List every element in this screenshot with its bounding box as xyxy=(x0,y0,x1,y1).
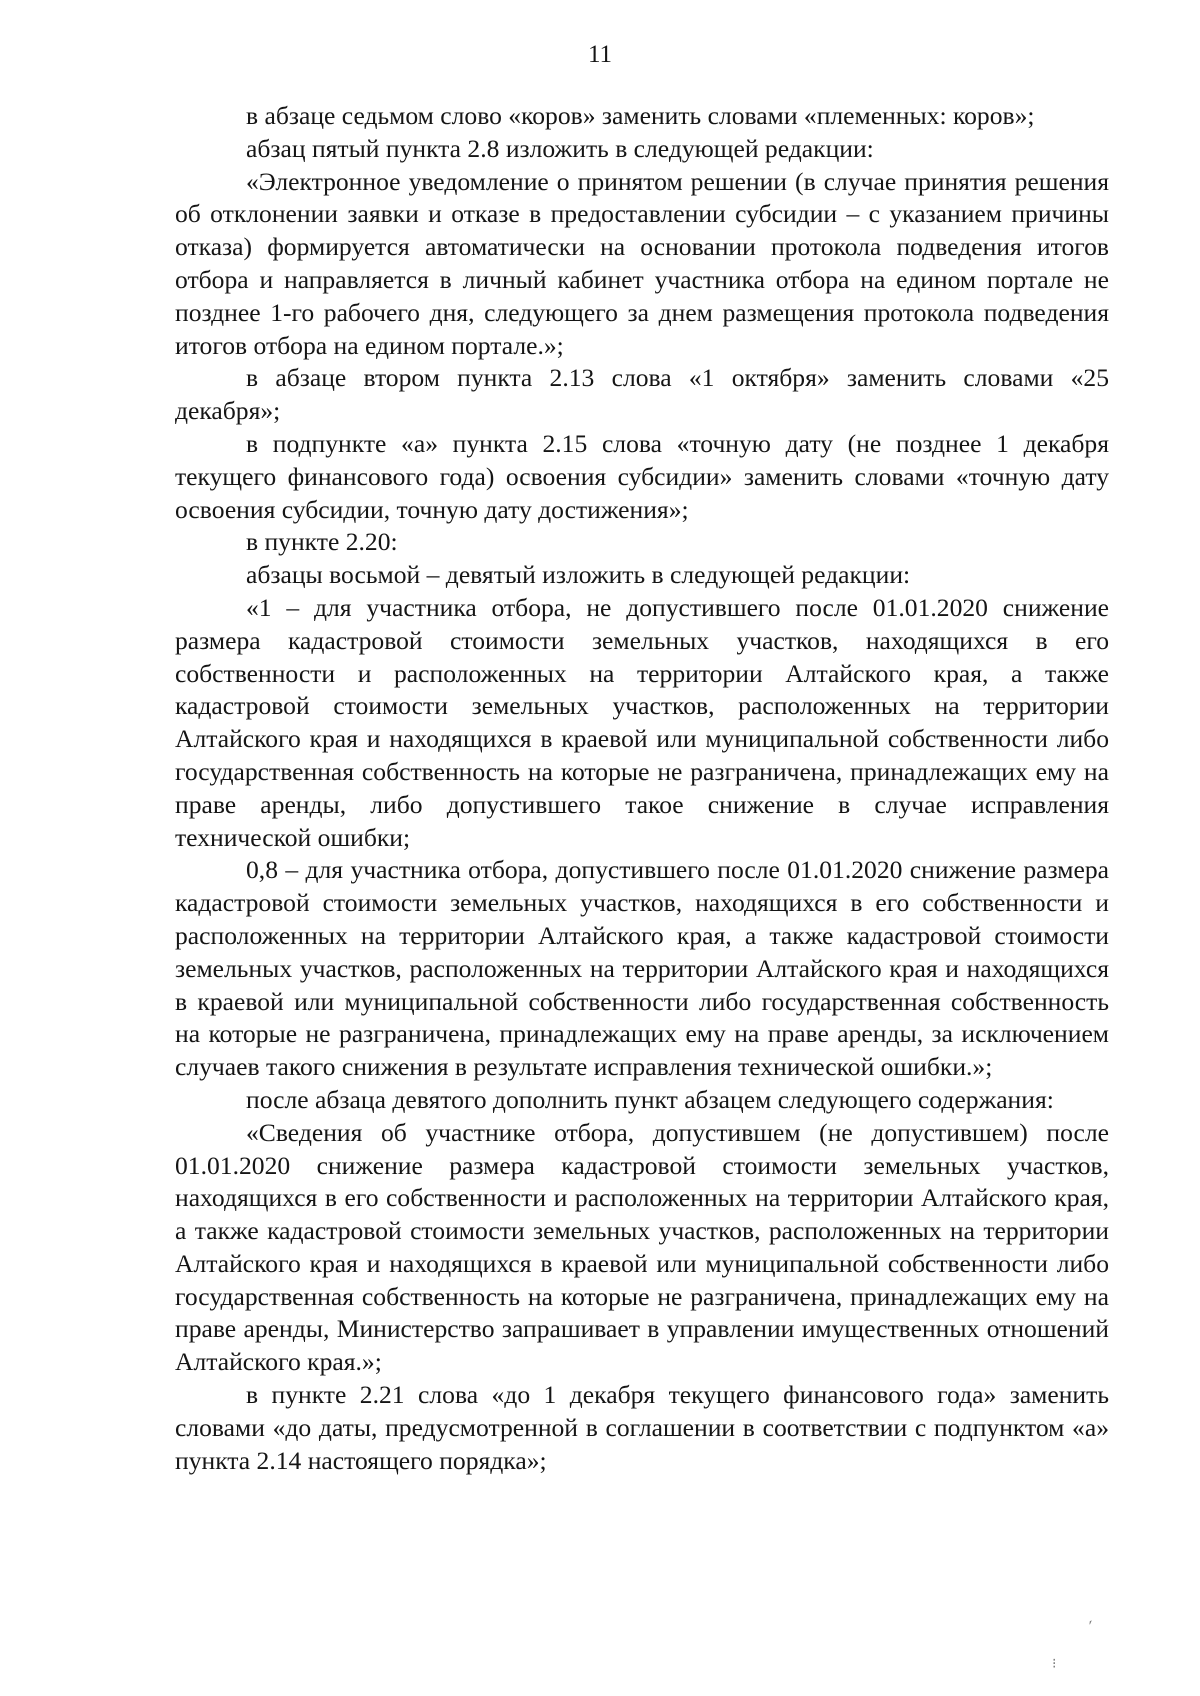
paragraph-11: «Сведения об участнике отбора, допустившем (не допустившем) после 01.01.2020 снижение размера кадастровой стоимости земельных участков, находящихся в его собственности и расположенных на территории Алтайского края, а также кадастровой стоимости земельных участков, расположенных на территории Алтайского края и находящихся в краевой или муниципальной собственности либо государственная собственность на которые не разграничена, принадлежащих ему на праве аренды, Министерство запрашивает в управлении имущественных отношений Алтайского края.»; xyxy=(175,1117,1109,1377)
paragraph-2: абзац пятый пункта 2.8 изложить в следующей редакции: xyxy=(246,133,874,163)
paragraph-1: в абзаце седьмом слово «коров» заменить словами «племенных: коров»; xyxy=(246,101,1035,130)
paragraph-4: в абзаце втором пункта 2.13 слова «1 октября» заменить словами «25 декабря»; xyxy=(175,363,1109,426)
paragraph-6: в пункте 2.20: xyxy=(246,527,398,557)
scan-dots: ⁝ xyxy=(1052,1657,1057,1672)
paragraph-3: «Электронное уведомление о принятом решении (в случае принятия решения об отклонении заявки и отказе в предоставлении субсидии – с указанием причины отказа) формируется автоматически на основании протокола подведения итогов отбора и направляется в личный кабинет участника отбора на едином портале не позднее 1-го рабочего дня, следующего за днем размещения протокола подведения итогов отбора на едином портале.»; xyxy=(175,166,1109,360)
page-number: 11 xyxy=(587,41,613,68)
paragraph-7: абзацы восьмой – девятый изложить в следующей редакции: xyxy=(246,560,911,590)
scan-mark: ˊ xyxy=(1085,1616,1101,1638)
paragraph-5: в подпункте «а» пункта 2.15 слова «точную дату (не позднее 1 декабря текущего финансового года) освоения субсидии» заменить словами «точную дату освоения субсидии, точную дату достижения»; xyxy=(175,428,1109,524)
paragraph-8: «1 – для участника отбора, не допустившего после 01.01.2020 снижение размера кадастровой стоимости земельных участков, находящихся в его собственности и расположенных на территории Алтайского края, а также кадастровой стоимости земельных участков, расположенных на территории Алтайского края и находящихся в краевой или муниципальной собственности либо государственная собственность на которые не разграничена, принадлежащих ему на праве аренды, либо допустившего такое снижение в случае исправления технической ошибки; xyxy=(175,592,1109,852)
paragraph-12: в пункте 2.21 слова «до 1 декабря текущего финансового года» заменить словами «до даты, предусмотренной в соглашении в соответствии с подпунктом «а» пункта 2.14 настоящего порядка»; xyxy=(175,1380,1109,1475)
document-body xyxy=(175,100,1109,1477)
paragraph-9: 0,8 – для участника отбора, допустившего после 01.01.2020 снижение размера кадастровой стоимости земельных участков, находящихся в его собственности и расположенных на территории Алтайского края, а также кадастровой стоимости земельных участков, расположенных на территории Алтайского края и находящихся в краевой или муниципальной собственности либо государственная собственность на которые не разграничена, принадлежащих ему на праве аренды, за исключением случаев такого снижения в результате исправления технической ошибки.»; xyxy=(175,855,1109,1082)
paragraph-10: после абзаца девятого дополнить пункт абзацем следующего содержания: xyxy=(246,1084,1054,1114)
